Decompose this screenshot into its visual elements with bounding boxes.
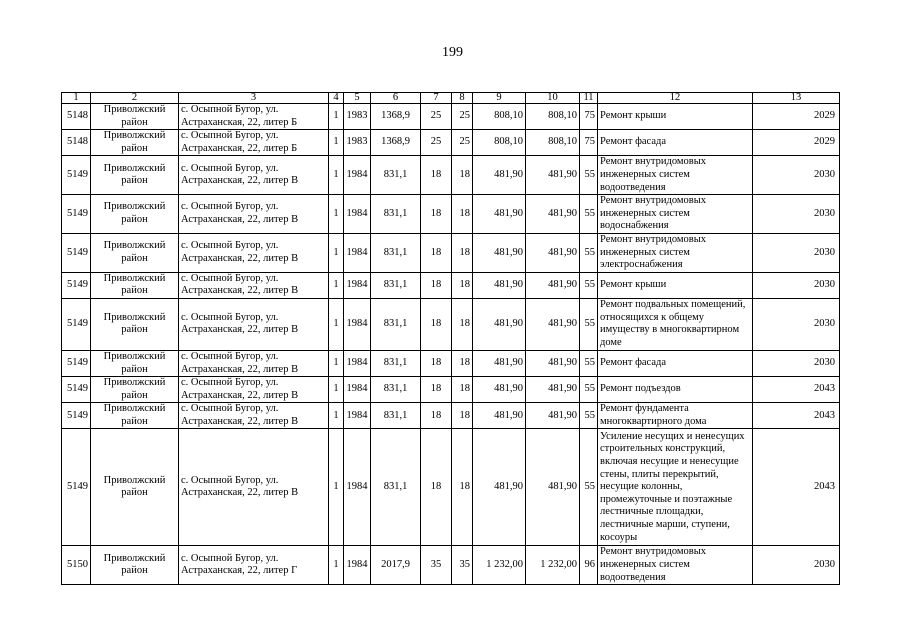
cell-col-11-value: 75 bbox=[580, 130, 598, 156]
table-row bbox=[62, 429, 840, 546]
cell-district: Приволжский район bbox=[91, 195, 179, 234]
cell-district: Приволжский район bbox=[91, 156, 179, 195]
table-row bbox=[62, 298, 840, 350]
cell-record-id: 5149 bbox=[62, 298, 91, 350]
cell-area: 831,1 bbox=[371, 377, 421, 403]
cell-col-10-value: 481,90 bbox=[526, 233, 580, 272]
cell-col-8-value: 25 bbox=[452, 104, 473, 130]
cell-col-11-value: 55 bbox=[580, 272, 598, 298]
cell-record-id: 5149 bbox=[62, 429, 91, 546]
cell-col-7-value: 18 bbox=[421, 272, 452, 298]
cell-address: с. Осыпной Бугор, ул. Астраханская, 22, литер Б bbox=[179, 104, 329, 130]
cell-area: 831,1 bbox=[371, 429, 421, 546]
cell-record-id: 5150 bbox=[62, 546, 91, 585]
cell-year-built: 1984 bbox=[344, 546, 371, 585]
cell-col-8-value: 18 bbox=[452, 429, 473, 546]
cell-district: Приволжский район bbox=[91, 403, 179, 429]
cell-address: с. Осыпной Бугор, ул. Астраханская, 22, литер В bbox=[179, 298, 329, 350]
cell-work-type: Ремонт фундамента многоквартирного дома bbox=[598, 403, 753, 429]
cell-col-11-value: 55 bbox=[580, 298, 598, 350]
cell-col-10-value: 808,10 bbox=[526, 104, 580, 130]
table-row bbox=[62, 130, 840, 156]
cell-col-10-value: 808,10 bbox=[526, 130, 580, 156]
cell-col-9-value: 481,90 bbox=[473, 156, 526, 195]
cell-col-4-value: 1 bbox=[329, 195, 344, 234]
cell-address: с. Осыпной Бугор, ул. Астраханская, 22, литер В bbox=[179, 377, 329, 403]
cell-col-4-value: 1 bbox=[329, 272, 344, 298]
cell-col-8-value: 18 bbox=[452, 403, 473, 429]
cell-area: 831,1 bbox=[371, 195, 421, 234]
cell-area: 831,1 bbox=[371, 233, 421, 272]
cell-col-7-value: 18 bbox=[421, 233, 452, 272]
cell-record-id: 5149 bbox=[62, 350, 91, 376]
cell-col-8-value: 18 bbox=[452, 156, 473, 195]
cell-col-8-value: 18 bbox=[452, 195, 473, 234]
cell-planned-year: 2043 bbox=[753, 403, 840, 429]
cell-col-7-value: 35 bbox=[421, 546, 452, 585]
cell-area: 1368,9 bbox=[371, 104, 421, 130]
cell-planned-year: 2030 bbox=[753, 272, 840, 298]
cell-district: Приволжский район bbox=[91, 350, 179, 376]
cell-address: с. Осыпной Бугор, ул. Астраханская, 22, литер В bbox=[179, 272, 329, 298]
cell-address: с. Осыпной Бугор, ул. Астраханская, 22, литер В bbox=[179, 195, 329, 234]
cell-col-8-value: 25 bbox=[452, 130, 473, 156]
cell-col-10-value: 481,90 bbox=[526, 156, 580, 195]
page-number: 199 bbox=[442, 45, 463, 60]
column-header: 6 bbox=[371, 93, 421, 104]
cell-area: 831,1 bbox=[371, 156, 421, 195]
cell-col-9-value: 481,90 bbox=[473, 350, 526, 376]
cell-col-10-value: 481,90 bbox=[526, 377, 580, 403]
column-header: 1 bbox=[62, 93, 91, 104]
column-header: 13 bbox=[753, 93, 840, 104]
cell-year-built: 1984 bbox=[344, 272, 371, 298]
cell-planned-year: 2043 bbox=[753, 377, 840, 403]
cell-district: Приволжский район bbox=[91, 130, 179, 156]
cell-record-id: 5149 bbox=[62, 377, 91, 403]
cell-planned-year: 2043 bbox=[753, 429, 840, 546]
column-header: 7 bbox=[421, 93, 452, 104]
cell-work-type: Ремонт внутридомовых инженерных систем электроснабжения bbox=[598, 233, 753, 272]
cell-year-built: 1984 bbox=[344, 298, 371, 350]
cell-district: Приволжский район bbox=[91, 429, 179, 546]
cell-work-type: Ремонт фасада bbox=[598, 350, 753, 376]
cell-planned-year: 2030 bbox=[753, 195, 840, 234]
cell-year-built: 1984 bbox=[344, 156, 371, 195]
cell-col-9-value: 808,10 bbox=[473, 104, 526, 130]
column-header: 11 bbox=[580, 93, 598, 104]
cell-work-type: Ремонт фасада bbox=[598, 130, 753, 156]
cell-col-10-value: 481,90 bbox=[526, 429, 580, 546]
cell-work-type: Усиление несущих и ненесущих строительных конструкций, включая несущие и ненесущие стены, плиты перекрытий, несущие колонны, промежуточные и поэтажные лестничные площадки, лестничные марши, ступени, косоуры bbox=[598, 429, 753, 546]
column-header: 9 bbox=[473, 93, 526, 104]
cell-area: 2017,9 bbox=[371, 546, 421, 585]
cell-col-4-value: 1 bbox=[329, 233, 344, 272]
cell-col-9-value: 481,90 bbox=[473, 377, 526, 403]
cell-planned-year: 2030 bbox=[753, 233, 840, 272]
cell-col-7-value: 18 bbox=[421, 377, 452, 403]
cell-year-built: 1983 bbox=[344, 104, 371, 130]
cell-col-9-value: 808,10 bbox=[473, 130, 526, 156]
column-header: 3 bbox=[179, 93, 329, 104]
cell-district: Приволжский район bbox=[91, 233, 179, 272]
cell-col-9-value: 481,90 bbox=[473, 233, 526, 272]
cell-col-7-value: 18 bbox=[421, 195, 452, 234]
cell-col-7-value: 25 bbox=[421, 104, 452, 130]
cell-planned-year: 2030 bbox=[753, 156, 840, 195]
column-header: 8 bbox=[452, 93, 473, 104]
cell-district: Приволжский район bbox=[91, 546, 179, 585]
cell-col-11-value: 55 bbox=[580, 156, 598, 195]
cell-col-9-value: 481,90 bbox=[473, 429, 526, 546]
cell-col-7-value: 25 bbox=[421, 130, 452, 156]
cell-col-9-value: 481,90 bbox=[473, 195, 526, 234]
cell-col-11-value: 96 bbox=[580, 546, 598, 585]
cell-col-4-value: 1 bbox=[329, 350, 344, 376]
column-header: 5 bbox=[344, 93, 371, 104]
cell-address: с. Осыпной Бугор, ул. Астраханская, 22, литер В bbox=[179, 350, 329, 376]
table-row bbox=[62, 377, 840, 403]
cell-year-built: 1983 bbox=[344, 130, 371, 156]
cell-col-4-value: 1 bbox=[329, 130, 344, 156]
cell-col-7-value: 18 bbox=[421, 429, 452, 546]
cell-col-10-value: 1 232,00 bbox=[526, 546, 580, 585]
cell-address: с. Осыпной Бугор, ул. Астраханская, 22, литер В bbox=[179, 233, 329, 272]
cell-year-built: 1984 bbox=[344, 195, 371, 234]
cell-planned-year: 2030 bbox=[753, 546, 840, 585]
cell-district: Приволжский район bbox=[91, 104, 179, 130]
cell-col-4-value: 1 bbox=[329, 546, 344, 585]
cell-col-8-value: 18 bbox=[452, 298, 473, 350]
cell-planned-year: 2030 bbox=[753, 350, 840, 376]
table-row bbox=[62, 272, 840, 298]
cell-col-4-value: 1 bbox=[329, 429, 344, 546]
cell-address: с. Осыпной Бугор, ул. Астраханская, 22, литер В bbox=[179, 429, 329, 546]
cell-work-type: Ремонт крыши bbox=[598, 272, 753, 298]
cell-col-8-value: 18 bbox=[452, 350, 473, 376]
cell-work-type: Ремонт внутридомовых инженерных систем водоотведения bbox=[598, 546, 753, 585]
cell-col-11-value: 55 bbox=[580, 350, 598, 376]
cell-col-8-value: 18 bbox=[452, 377, 473, 403]
cell-col-4-value: 1 bbox=[329, 104, 344, 130]
table-row bbox=[62, 156, 840, 195]
cell-col-9-value: 1 232,00 bbox=[473, 546, 526, 585]
cell-year-built: 1984 bbox=[344, 233, 371, 272]
table-row bbox=[62, 233, 840, 272]
cell-col-11-value: 55 bbox=[580, 195, 598, 234]
cell-address: с. Осыпной Бугор, ул. Астраханская, 22, литер В bbox=[179, 403, 329, 429]
cell-col-11-value: 55 bbox=[580, 403, 598, 429]
cell-year-built: 1984 bbox=[344, 403, 371, 429]
cell-col-10-value: 481,90 bbox=[526, 298, 580, 350]
cell-col-10-value: 481,90 bbox=[526, 403, 580, 429]
cell-record-id: 5149 bbox=[62, 156, 91, 195]
cell-record-id: 5148 bbox=[62, 130, 91, 156]
cell-area: 831,1 bbox=[371, 298, 421, 350]
cell-record-id: 5149 bbox=[62, 195, 91, 234]
cell-planned-year: 2029 bbox=[753, 130, 840, 156]
cell-col-10-value: 481,90 bbox=[526, 195, 580, 234]
cell-address: с. Осыпной Бугор, ул. Астраханская, 22, литер Г bbox=[179, 546, 329, 585]
cell-col-4-value: 1 bbox=[329, 298, 344, 350]
cell-col-7-value: 18 bbox=[421, 350, 452, 376]
cell-col-9-value: 481,90 bbox=[473, 298, 526, 350]
cell-district: Приволжский район bbox=[91, 272, 179, 298]
cell-year-built: 1984 bbox=[344, 350, 371, 376]
table-row bbox=[62, 350, 840, 376]
cell-col-7-value: 18 bbox=[421, 403, 452, 429]
column-header: 10 bbox=[526, 93, 580, 104]
cell-col-7-value: 18 bbox=[421, 156, 452, 195]
cell-address: с. Осыпной Бугор, ул. Астраханская, 22, литер Б bbox=[179, 130, 329, 156]
cell-work-type: Ремонт подъездов bbox=[598, 377, 753, 403]
table-header-row bbox=[62, 93, 840, 104]
cell-col-8-value: 35 bbox=[452, 546, 473, 585]
cell-area: 831,1 bbox=[371, 272, 421, 298]
cell-record-id: 5149 bbox=[62, 233, 91, 272]
cell-work-type: Ремонт подвальных помещений, относящихся к общему имуществу в многоквартирном доме bbox=[598, 298, 753, 350]
table-row bbox=[62, 403, 840, 429]
table-row bbox=[62, 195, 840, 234]
cell-work-type: Ремонт крыши bbox=[598, 104, 753, 130]
cell-col-10-value: 481,90 bbox=[526, 272, 580, 298]
cell-planned-year: 2030 bbox=[753, 298, 840, 350]
cell-address: с. Осыпной Бугор, ул. Астраханская, 22, литер В bbox=[179, 156, 329, 195]
cell-area: 831,1 bbox=[371, 350, 421, 376]
column-header: 2 bbox=[91, 93, 179, 104]
cell-col-10-value: 481,90 bbox=[526, 350, 580, 376]
cell-col-11-value: 55 bbox=[580, 233, 598, 272]
cell-work-type: Ремонт внутридомовых инженерных систем водоотведения bbox=[598, 156, 753, 195]
table-row bbox=[62, 104, 840, 130]
cell-col-11-value: 55 bbox=[580, 377, 598, 403]
cell-year-built: 1984 bbox=[344, 429, 371, 546]
cell-district: Приволжский район bbox=[91, 377, 179, 403]
column-header: 4 bbox=[329, 93, 344, 104]
cell-col-4-value: 1 bbox=[329, 377, 344, 403]
cell-record-id: 5149 bbox=[62, 403, 91, 429]
cell-area: 1368,9 bbox=[371, 130, 421, 156]
cell-district: Приволжский район bbox=[91, 298, 179, 350]
cell-planned-year: 2029 bbox=[753, 104, 840, 130]
repair-schedule-table bbox=[61, 92, 840, 585]
cell-col-8-value: 18 bbox=[452, 272, 473, 298]
cell-col-11-value: 75 bbox=[580, 104, 598, 130]
cell-year-built: 1984 bbox=[344, 377, 371, 403]
table-row bbox=[62, 546, 840, 585]
cell-col-9-value: 481,90 bbox=[473, 272, 526, 298]
column-header: 12 bbox=[598, 93, 753, 104]
cell-record-id: 5149 bbox=[62, 272, 91, 298]
cell-record-id: 5148 bbox=[62, 104, 91, 130]
cell-col-7-value: 18 bbox=[421, 298, 452, 350]
cell-work-type: Ремонт внутридомовых инженерных систем водоснабжения bbox=[598, 195, 753, 234]
cell-col-4-value: 1 bbox=[329, 156, 344, 195]
cell-col-4-value: 1 bbox=[329, 403, 344, 429]
cell-col-11-value: 55 bbox=[580, 429, 598, 546]
cell-col-8-value: 18 bbox=[452, 233, 473, 272]
cell-area: 831,1 bbox=[371, 403, 421, 429]
cell-col-9-value: 481,90 bbox=[473, 403, 526, 429]
